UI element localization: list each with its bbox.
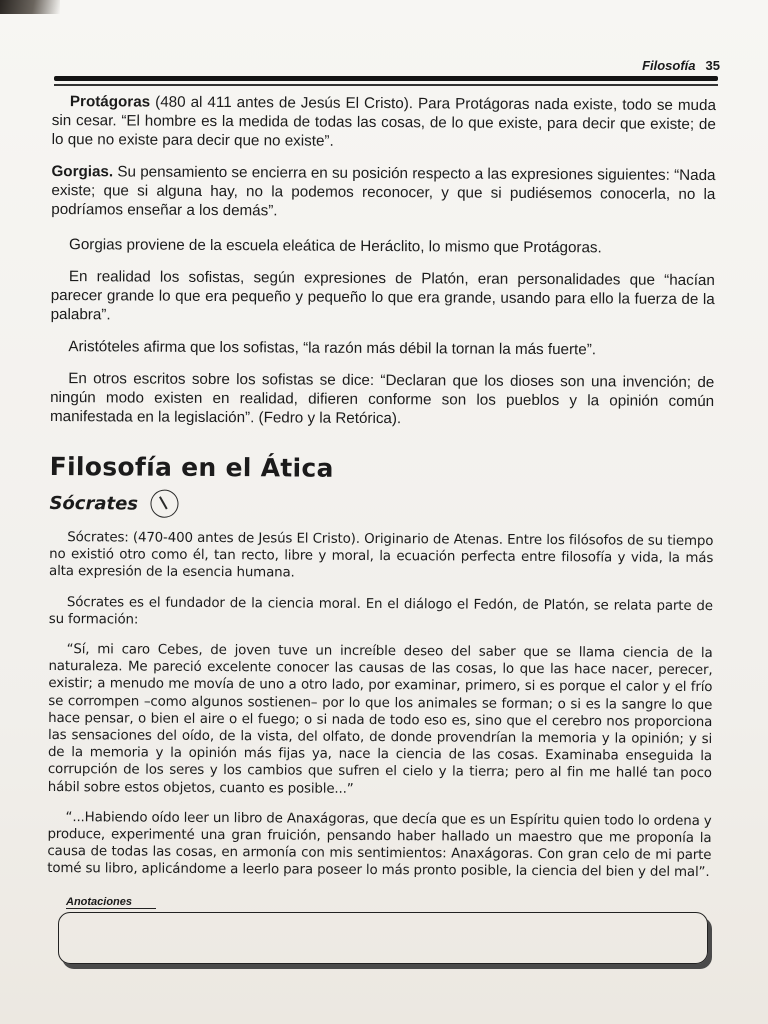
- running-header: [540, 58, 720, 76]
- page-corner-shadow: [0, 0, 60, 14]
- header-section-title: Filosofía: [642, 58, 696, 73]
- circled-numeral-one-icon: [148, 488, 180, 520]
- paragraph-otros-escritos: En otros escritos sobre los sofistas se dice: “Declaran que los dioses son una invención; de ningún modo existen en realidad, difieren conforme son los pueblos y la opinión común manifestada en la legislación”. (Fedro y la Retórica).: [49, 370, 715, 428]
- header-rule-thick: [54, 76, 718, 81]
- quote-fedon-1: “Sí, mi caro Cebes, de joven tuve un increíble deseo del saber que se llama ciencia de la naturaleza. Me pareció excelente conocer las causas de las cosas, lo que las hace nacer, perecer, existir; a menudo me movía de uno a otro lado, por examinar, primero, si es porque el calor y el frío se corrompen –como algunos sostienen– por lo que los animales se forman; o si es la sangre lo que hace pensar, o bien el aire o el fuego; o si nada de todo eso es, sino que el cerebro nos proporciona las sensaciones del oído, de la vista, del olfato, de donde provendrían la memoria y la opinión; y si de la memoria y la opinión más fijas ya, nace la ciencia de las cosas. Examinaba enseguida la corrupción de los seres y los cambios que sufren el cielo y la tierra; pero al fin me hallé tan poco hábil sobre estos objetos, cuanto es posible...”: [47, 642, 713, 797]
- annotations-label: Anotaciones: [66, 896, 156, 909]
- paragraph-socrates-ciencia-moral: Sócrates es el fundador de la ciencia moral. En el diálogo el Fedón, de Platón, se relata parte de su formación:: [48, 594, 713, 628]
- protagoras-lead: Protágoras: [69, 93, 151, 111]
- header-rule-thin: [54, 84, 718, 86]
- subsection-heading-row: [49, 489, 713, 521]
- quote-fedon-2: “...Habiendo oído leer un libro de Anaxágoras, que decía que es un Espíritu quien todo lo ordena y produce, experimenté una gran fruición, pensando haber hallado un maestro que me proponía la causa de todas las cosas, en armonía con mis sentimientos: Anaxágoras. Con gran celo de mi parte tomé su libro, aplicándome a leerlo para poseer lo más pronto posible, la ciencia del bien y del mal”.: [47, 809, 712, 881]
- paragraph-gorgias-origin: Gorgias proviene de la escuela eleática de Heráclito, lo mismo que Protágoras.: [69, 236, 602, 257]
- paragraph-gorgias: [51, 162, 715, 223]
- protagoras-text: (480 al 411 antes de Jesús El Cristo). Para Protágoras nada existe, todo se muda sin cesar. “El hombre es la medida de todas las cosas, de lo que existe, para decir que existe; de lo que no existe para decir que no existe”.: [51, 93, 716, 150]
- section-heading: Filosofía en el Ática: [49, 451, 334, 483]
- subsection-heading: Sócrates: [49, 492, 139, 515]
- annotations-box: [58, 912, 708, 964]
- gorgias-text: Su pensamiento se encierra en su posición respecto a las expresiones siguientes: “Nada existe; que si alguna hay, no la podemos reconocer, y que si pudiésemos conocerla, no la podríamos enseñar a los demás”.: [51, 163, 716, 220]
- page-number: 35: [705, 58, 720, 73]
- paragraph-aristoteles: Aristóteles afirma que los sofistas, “la razón más débil la tornan la más fuerte”.: [68, 338, 597, 359]
- paragraph-protagoras: [52, 92, 716, 153]
- gorgias-lead: Gorgias.: [51, 162, 114, 181]
- paragraph-sofistas-platon: En realidad los sofistas, según expresiones de Platón, eran personalidades que “hacían parecer grande lo que era pequeño y pequeño lo que era grande, usando para ello la fuerza de la palabra”.: [50, 268, 715, 324]
- paragraph-socrates-bio: Sócrates: (470-400 antes de Jesús El Cristo). Originario de Atenas. Entre los filósofos de su tiempo no existió otro como él, tan recto, libre y moral, la ecuación perfecta entre filosofía y vida, la más alta expresión de la esencia humana.: [49, 530, 714, 581]
- page-content: [47, 92, 716, 882]
